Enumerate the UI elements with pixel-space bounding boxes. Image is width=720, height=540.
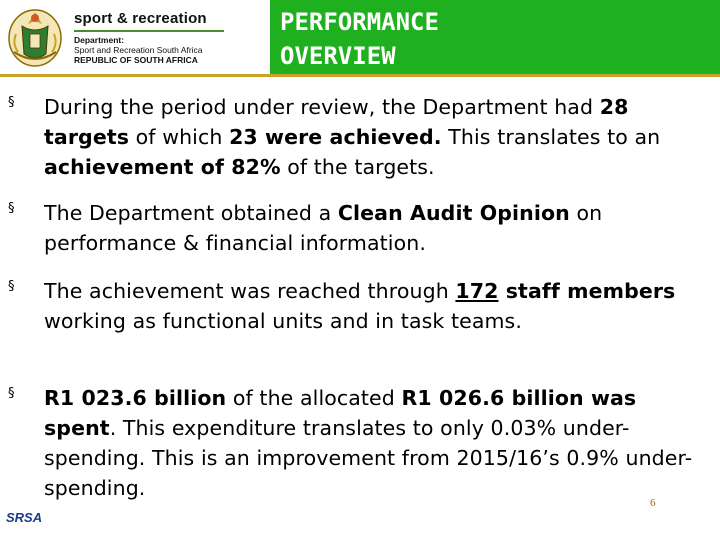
text-run: of the allocated	[226, 386, 402, 410]
text-run: This translates to an	[441, 125, 661, 149]
bullet-text	[44, 383, 714, 503]
bullet-marker: §	[8, 279, 15, 294]
logo-department-label: Department:	[74, 35, 125, 45]
text-run: . This expenditure translates to only 0.03% under-spending. This is an improvement from 2015/16’s 0.9% under-spending.	[44, 416, 693, 500]
page-title	[280, 5, 439, 73]
page-title-line-2: OVERVIEW	[280, 42, 396, 70]
page-number: 6	[650, 497, 656, 509]
text-run: The Department obtained a	[44, 201, 338, 225]
text-run-bold-underline: 172	[455, 279, 499, 303]
text-run: on performance & financial information.	[44, 201, 603, 255]
header-divider	[0, 74, 720, 77]
text-run-bold: staff members	[498, 279, 676, 303]
logo-department-name: Sport and Recreation South Africa	[74, 45, 203, 55]
text-run: The achievement was reached through	[44, 279, 456, 303]
text-run-bold: R1 026.6 billion was spent	[44, 386, 637, 440]
bullet-text	[44, 276, 714, 336]
text-run: of which	[129, 125, 230, 149]
text-run-bold: R1 023.6 billion	[44, 386, 227, 410]
logo-text-block	[74, 10, 224, 65]
department-logo	[4, 4, 264, 70]
text-run-bold: 23 were achieved.	[229, 125, 442, 149]
bullet-text	[44, 198, 714, 258]
bullet-marker: §	[8, 201, 15, 216]
text-run: During the period under review, the Department had	[44, 95, 600, 119]
text-run-bold: 28 targets	[44, 95, 629, 149]
bullet-text	[44, 92, 714, 182]
logo-country: REPUBLIC OF SOUTH AFRICA	[74, 55, 198, 65]
bullet-marker: §	[8, 95, 15, 110]
footer-org: SRSA	[6, 510, 43, 525]
text-run: of the targets.	[280, 155, 435, 179]
coat-of-arms-icon	[4, 4, 66, 70]
page-title-line-1: PERFORMANCE	[280, 8, 439, 36]
logo-divider	[74, 30, 224, 32]
text-run-bold: achievement of 82%	[44, 155, 281, 179]
bullet-marker: §	[8, 386, 15, 401]
title-banner	[270, 0, 720, 74]
text-run: working as functional units and in task teams.	[44, 309, 522, 333]
text-run-bold: Clean Audit Opinion	[337, 201, 570, 225]
logo-title: sport & recreation	[74, 10, 207, 27]
header	[0, 0, 720, 76]
